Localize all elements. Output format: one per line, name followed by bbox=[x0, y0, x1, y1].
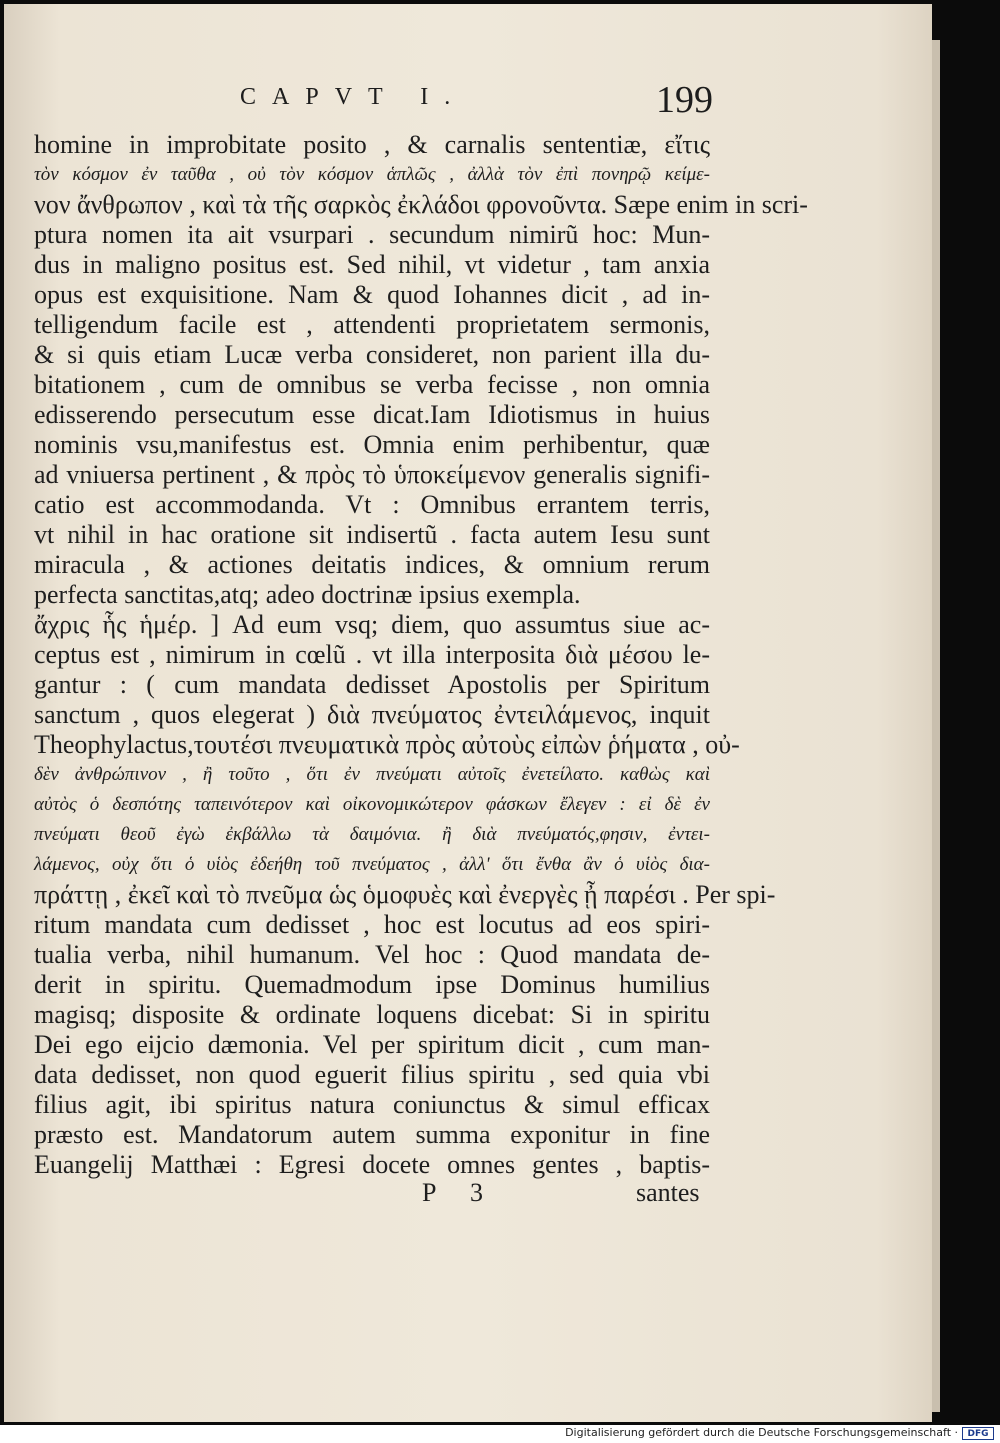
text-line: gantur : ( cum mandata dedisset Apostolis per Spiritum bbox=[34, 670, 710, 699]
body-text bbox=[34, 130, 808, 1180]
text-line: bitationem , cum de omnibus se verba fecisse , non omnia bbox=[34, 370, 710, 399]
signature-mark: P 3 bbox=[422, 1178, 497, 1207]
text-line: homine in improbitate posito , & carnalis sententiæ, εἴτις bbox=[34, 130, 710, 159]
text-line: ἄχρις ἧς ἡμέρ. ] Ad eum vsq; diem, quo assumtus siue ac- bbox=[34, 610, 710, 639]
text-line: ad vniuersa pertinent , & πρὸς τὸ ὑποκείμενον generalis signifi- bbox=[34, 460, 710, 489]
dfg-logo: DFG bbox=[962, 1427, 994, 1440]
text-line: Theophylactus,τουτέσι πνευματικὰ πρὸς αὐτοὺς εἰπὼν ῥήματα , οὐ- bbox=[34, 730, 740, 759]
text-line: edisserendo persecutum esse dicat.Iam Idiotismus in huius bbox=[34, 400, 710, 429]
text-line: præsto est. Mandatorum autem summa exponitur in fine bbox=[34, 1120, 710, 1149]
text-line: & si quis etiam Lucæ verba consideret, non parient illa du- bbox=[34, 340, 710, 369]
text-line: πράττῃ , ἐκεῖ καὶ τὸ πνεῦμα ὡς ὁμοφυὲς καὶ ἐνεργὲς ᾖ παρέσι . Per spi- bbox=[34, 880, 776, 909]
text-line: nominis vsu,manifestus est. Omnia enim perhibentur, quæ bbox=[34, 430, 710, 459]
text-line: Euangelij Matthæi : Egresi docete omnes gentes , baptis- bbox=[34, 1150, 710, 1179]
text-line: data dedisset, non quod eguerit filius spiritu , sed quia vbi bbox=[34, 1060, 710, 1089]
page-header bbox=[4, 79, 932, 124]
text-line: opus est exquisitione. Nam & quod Iohannes dicit , ad in- bbox=[34, 280, 710, 309]
catchword: santes bbox=[636, 1178, 700, 1207]
text-line: tualia verba, nihil humanum. Vel hoc : Quod mandata de- bbox=[34, 940, 710, 969]
text-line: sanctum , quos elegerat ) διὰ πνεύματος ἐντειλάμενος, inquit bbox=[34, 700, 710, 729]
text-line: λάμενος, οὐχ ὅτι ὁ υἱὸς ἐδεήθη τοῦ πνεύματος , ἀλλ' ὅτι ἔνθα ἂν ὁ υἱὸς δια- bbox=[34, 854, 710, 875]
running-head: CAPVT I. bbox=[240, 84, 467, 110]
text-line: ceptus est , nimirum in cœlũ . vt illa interposita διὰ μέσου le- bbox=[34, 640, 710, 669]
text-line: αὐτὸς ὁ δεσπότης ταπεινότερον καὶ οἰκονομικώτερον φάσκων ἔλεγεν : εἰ δὲ ἐν bbox=[34, 794, 710, 815]
text-line: ptura nomen ita ait vsurpari . secundum nimirũ hoc: Mun- bbox=[34, 220, 710, 249]
text-line: νον ἄνθρωπον , καὶ τὰ τῆς σαρκὸς ἐκλάδοι φρονοῦντα. Sæpe enim in scri- bbox=[34, 190, 808, 219]
text-line: πνεύματι θεοῦ ἐγὼ ἐκβάλλω τὰ δαιμόνια. ἢ διὰ πνεύματός,φησιν, ἐντει- bbox=[34, 824, 710, 845]
digitization-notice-text: Digitalisierung gefördert durch die Deutsche Forschungsgemeinschaft · bbox=[565, 1426, 958, 1439]
text-line: miracula , & actiones deitatis indices, & omnium rerum bbox=[34, 550, 710, 579]
digitization-notice-bar bbox=[0, 1425, 1000, 1443]
page-number: 199 bbox=[656, 79, 713, 121]
text-line: Dei ego eijcio dæmonia. Vel per spiritum dicit , cum man- bbox=[34, 1030, 710, 1059]
text-line: δὲν ἀνθρώπινον , ἢ τοῦτο , ὅτι ἐν πνεύματι αὐτοῖς ἐνετείλατο. καθὼς καὶ bbox=[34, 764, 710, 785]
text-line: perfecta sanctitas,atq; adeo doctrinæ ipsius exempla. bbox=[34, 580, 581, 609]
text-line: ritum mandata cum dedisset , hoc est locutus ad eos spiri- bbox=[34, 910, 710, 939]
page-footer bbox=[4, 1178, 932, 1214]
text-line: derit in spiritu. Quemadmodum ipse Dominus humilius bbox=[34, 970, 710, 999]
text-line: magisq; disposite & ordinate loquens dicebat: Si in spiritu bbox=[34, 1000, 710, 1029]
text-line: filius agit, ibi spiritus natura coniunctus & simul efficax bbox=[34, 1090, 710, 1119]
page-edge bbox=[932, 40, 940, 1412]
text-line: vt nihil in hac oratione sit indisertũ . facta autem Iesu sunt bbox=[34, 520, 710, 549]
text-line: telligendum facile est , attendenti proprietatem sermonis, bbox=[34, 310, 710, 339]
text-line: τὸν κόσμον ἐν ταῦθα , οὐ τὸν κόσμον ἁπλῶς , ἀλλὰ τὸν ἐπὶ πονηρῷ κείμε- bbox=[34, 164, 710, 185]
text-line: dus in maligno positus est. Sed nihil, vt videtur , tam anxia bbox=[34, 250, 710, 279]
book-page bbox=[4, 4, 932, 1422]
text-line: catio est accommodanda. Vt : Omnibus errantem terris, bbox=[34, 490, 710, 519]
